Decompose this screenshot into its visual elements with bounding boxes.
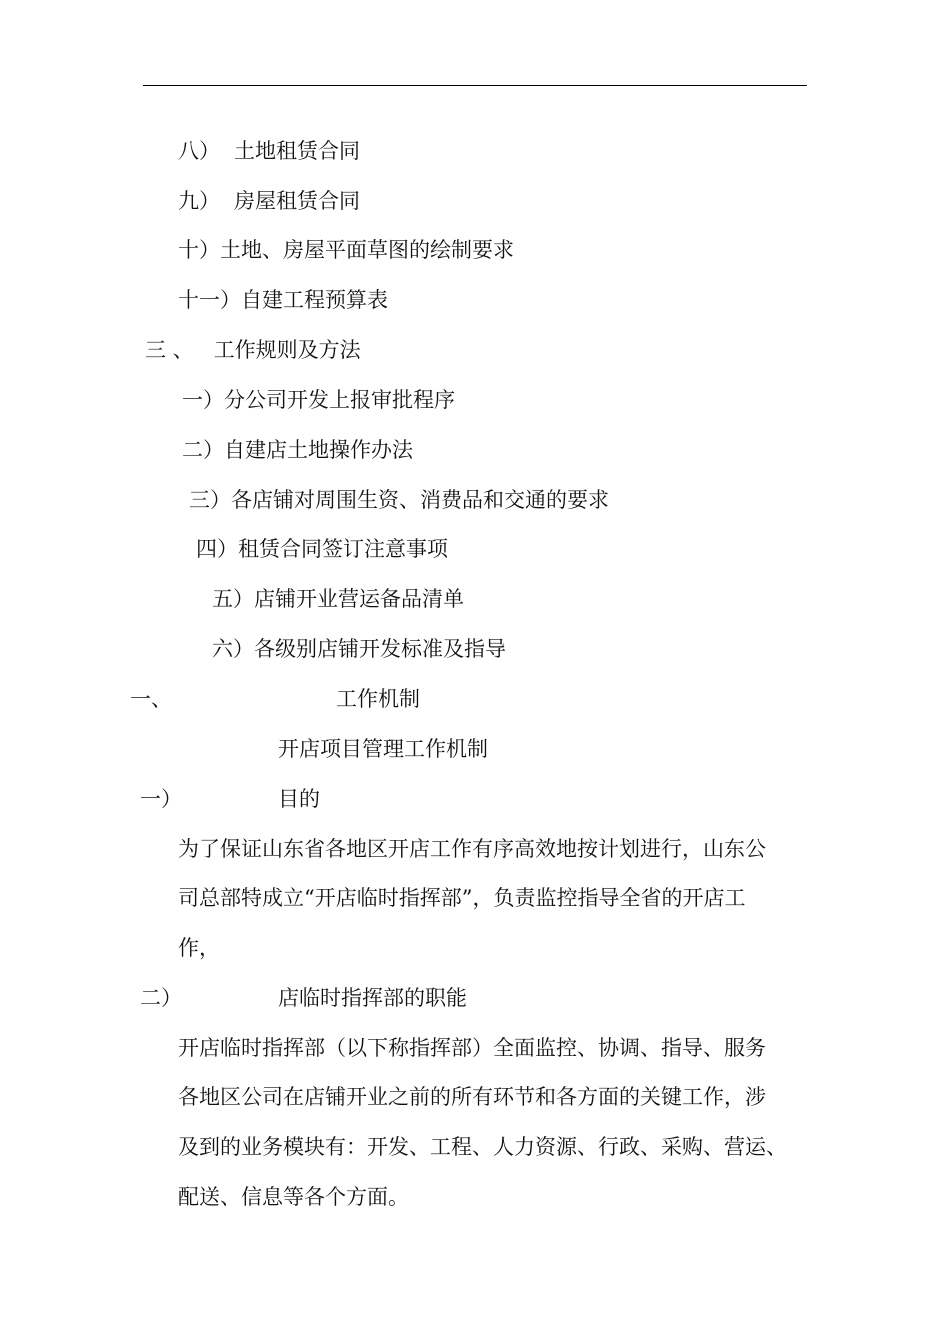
section-title: 工作规则及方法 [213, 338, 361, 362]
section-three-item: 五）店铺开业营运备品清单 [212, 587, 464, 611]
purpose-num: 一） [140, 787, 182, 811]
section-three-item: 三）各店铺对周围生资、消费品和交通的要求 [189, 488, 609, 512]
toc-item-text: 房屋租赁合同 [234, 189, 360, 213]
purpose-body-line: 为了保证山东省各地区开店工作有序高效地按计划进行，山东公 [178, 837, 766, 861]
toc-item-10 [178, 236, 514, 264]
functions-body-line: 各地区公司在店铺开业之前的所有环节和各方面的关键工作，涉 [178, 1085, 766, 1109]
section-three-item: 六）各级别店铺开发标准及指导 [212, 637, 506, 661]
toc-item-9 [178, 187, 360, 215]
section-three-heading [145, 336, 361, 364]
section-num: 三 、 [145, 338, 194, 362]
chapter-one-num: 一、 [130, 687, 172, 711]
toc-item-text: 土地租赁合同 [234, 139, 360, 163]
toc-item-num: 十） [178, 238, 220, 262]
purpose-body-line: 作， [178, 936, 220, 960]
functions-body-line: 开店临时指挥部（以下称指挥部）全面监控、协调、指导、服务 [178, 1036, 766, 1060]
toc-item-11 [178, 286, 388, 314]
toc-item-num: 十一） [178, 288, 241, 312]
functions-title: 店临时指挥部的职能 [278, 986, 467, 1010]
toc-item-text: 土地、房屋平面草图的绘制要求 [220, 238, 514, 262]
toc-item-num: 八） [178, 139, 220, 163]
toc-item-num: 九） [178, 189, 220, 213]
section-three-item: 四）租赁合同签订注意事项 [196, 537, 448, 561]
section-three-item: 一）分公司开发上报审批程序 [182, 388, 455, 412]
functions-num: 二） [140, 986, 182, 1010]
purpose-body-line: 司总部特成立“开店临时指挥部”，负责监控指导全省的开店工 [178, 886, 746, 910]
section-three-item: 二）自建店土地操作办法 [182, 438, 413, 462]
toc-item-8 [178, 137, 360, 165]
chapter-one-title: 工作机制 [336, 687, 420, 711]
toc-item-text: 自建工程预算表 [241, 288, 388, 312]
subtitle: 开店项目管理工作机制 [278, 737, 488, 761]
functions-body-line: 及到的业务模块有：开发、工程、人力资源、行政、采购、营运、 [178, 1135, 787, 1159]
functions-body-line: 配送、信息等各个方面。 [178, 1185, 409, 1209]
header-rule [143, 85, 807, 86]
purpose-title: 目的 [278, 787, 320, 811]
